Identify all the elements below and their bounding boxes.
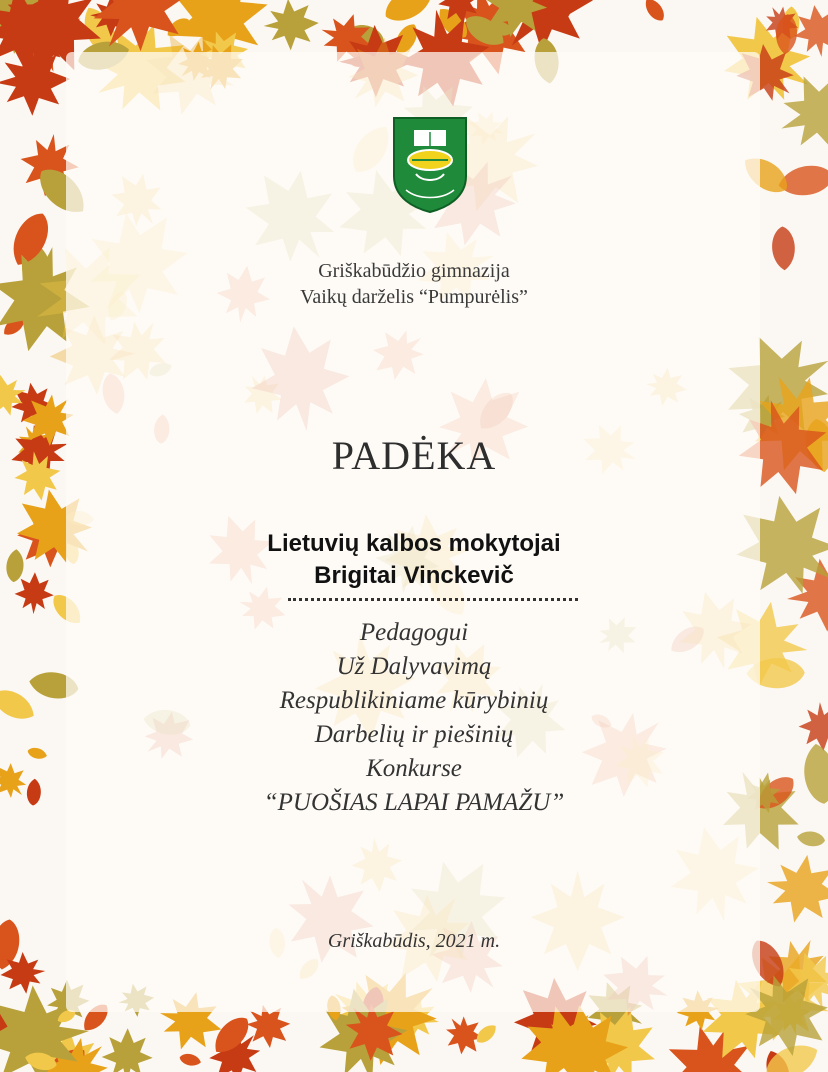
institution-line-1: Griškabūdžio gimnazija xyxy=(318,260,510,282)
recipient xyxy=(0,528,828,592)
leaf-decoration xyxy=(641,0,668,24)
certificate-body xyxy=(0,616,828,820)
body-line: Darbelių ir piešinių xyxy=(314,721,514,748)
school-crest-logo xyxy=(392,116,468,214)
recipient-line-2: Brigitai Vinckevič xyxy=(314,562,514,589)
recipient-line-1: Lietuvių kalbos mokytojai xyxy=(267,530,561,557)
body-line: Už Dalyvavimą xyxy=(336,653,492,680)
leaf-decoration xyxy=(760,848,828,930)
body-line: Pedagogui xyxy=(359,619,469,646)
body-line: Respublikiniame kūrybinių xyxy=(279,687,549,714)
leaf-decoration xyxy=(379,0,439,28)
leaf-decoration xyxy=(101,1028,153,1072)
dotted-divider xyxy=(288,598,578,601)
institution-names xyxy=(0,258,828,310)
leaf-decoration xyxy=(796,830,826,848)
leaf-decoration xyxy=(262,0,320,52)
institution-line-2: Vaikų darželis “Pumpurėlis” xyxy=(300,286,528,308)
certificate-heading: PADĖKA xyxy=(331,433,497,478)
leaf-decoration xyxy=(178,1052,202,1068)
body-line: “PUOŠIAS LAPAI PAMAŽU” xyxy=(263,789,565,816)
body-line: Konkurse xyxy=(366,755,462,782)
place-date: Griškabūdis, 2021 m. xyxy=(327,930,501,952)
